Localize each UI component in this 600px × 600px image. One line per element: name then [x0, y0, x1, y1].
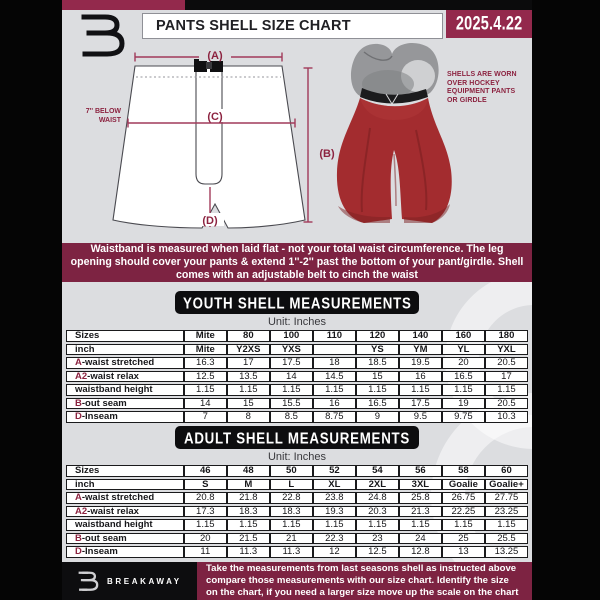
date-badge	[446, 10, 532, 38]
top-bar-maroon-segment	[62, 0, 185, 10]
measurement-cell: 12.5	[184, 371, 227, 383]
measurement-cell: 12	[313, 546, 356, 558]
measurement-cell: 17.5	[399, 398, 442, 410]
row-label: waistband height	[66, 384, 184, 396]
inch-size-cell: Mite	[184, 344, 227, 356]
measurement-cell: 20.8	[184, 492, 227, 504]
size-cell: 54	[356, 465, 399, 477]
adult-section-banner	[175, 426, 419, 449]
measurement-cell: 13.25	[485, 546, 528, 558]
measurement-cell: 16.5	[442, 371, 485, 383]
measurement-cell: 21	[270, 533, 313, 545]
measurement-cell: 20	[442, 357, 485, 369]
measurement-cell: 1.15	[227, 519, 270, 531]
shell-photo-illustration	[330, 38, 475, 233]
measurement-cell: 20.5	[485, 357, 528, 369]
size-cell: 48	[227, 465, 270, 477]
size-cell: 110	[313, 330, 356, 342]
inch-size-cell: 3XL	[399, 479, 442, 491]
table-row	[66, 411, 528, 423]
adult-unit-label: Unit: Inches	[267, 451, 327, 463]
inch-size-cell: M	[227, 479, 270, 491]
row-label: D-Inseam	[66, 411, 184, 423]
measurement-cell: 15.5	[270, 398, 313, 410]
measurement-cell: 1.15	[313, 519, 356, 531]
measure-label-b: (B)	[319, 148, 335, 160]
measurement-cell: 18.5	[356, 357, 399, 369]
size-cell: 120	[356, 330, 399, 342]
measurement-cell: 1.15	[399, 519, 442, 531]
measurement-cell: 25.5	[485, 533, 528, 545]
footer-note-text: Take the measurements from last seasons shell as instructed above compare those measurements with our size chart. Identify the size on the chart, if you need a larger size move up the scale on the chart	[206, 562, 519, 599]
row-label-prefix: B	[75, 397, 82, 409]
measurement-cell: 1.15	[356, 384, 399, 396]
top-bar-black-segment	[185, 0, 532, 10]
measurement-cell: 10.3	[485, 411, 528, 423]
measurement-cell: 16.5	[356, 398, 399, 410]
row-label-prefix: A	[75, 492, 82, 503]
inch-size-cell	[313, 344, 356, 356]
measurement-cell: 7	[184, 411, 227, 423]
waist-note-line2: WAIST	[98, 117, 121, 124]
size-cell: 80	[227, 330, 270, 342]
measurement-cell: 20.5	[485, 398, 528, 410]
adult-section-title: ADULT SHELL MEASUREMENTS	[183, 428, 411, 447]
measurement-cell: 1.15	[485, 519, 528, 531]
measurement-cell: 9	[356, 411, 399, 423]
measurement-cell: 15	[356, 371, 399, 383]
inch-size-cell: Goalie	[442, 479, 485, 491]
measurement-cell: 8.75	[313, 411, 356, 423]
measurement-cell: 1.15	[184, 384, 227, 396]
size-cell: 60	[485, 465, 528, 477]
table-row	[66, 506, 528, 518]
inch-size-cell: XL	[313, 479, 356, 491]
row-label: A-waist stretched	[66, 492, 184, 504]
info-banner-text: Waistband is measured when laid flat - not your total waist circumference. The leg opening should cover your pants & extend 1''-2'' past the bottom of your pant/girdle. Shell comes with an adjustable belt to cinch the waist	[70, 243, 524, 281]
measurement-cell: 12.8	[399, 546, 442, 558]
brand-name: BREAKAWAY	[107, 576, 182, 586]
measurement-cell: 9.75	[442, 411, 485, 423]
table-row	[66, 371, 528, 383]
measurement-cell: 14	[184, 398, 227, 410]
pants-outline	[113, 66, 305, 228]
table-row	[66, 519, 528, 531]
measurement-cell: 11.3	[270, 546, 313, 558]
measurement-cell: 27.75	[485, 492, 528, 504]
inch-size-cell: YM	[399, 344, 442, 356]
footer-brand-box	[62, 562, 197, 600]
row-label: Sizes	[66, 465, 184, 477]
measure-label-d: (D)	[202, 215, 218, 227]
size-cell: 58	[442, 465, 485, 477]
row-label: waistband height	[66, 519, 184, 531]
waist-note-line1: 7'' BELOW	[85, 108, 121, 115]
adult-measurements-table	[66, 463, 528, 560]
table-row	[66, 344, 528, 356]
measurement-cell: 1.15	[270, 384, 313, 396]
size-cell: 160	[442, 330, 485, 342]
measurement-cell: 16.3	[184, 357, 227, 369]
measurement-cell: 11.3	[227, 546, 270, 558]
shell-illustration	[337, 88, 452, 223]
measurement-cell: 8	[227, 411, 270, 423]
inch-size-cell: 2XL	[356, 479, 399, 491]
measurement-cell: 15	[227, 398, 270, 410]
size-cell: 100	[270, 330, 313, 342]
footer-note-box	[197, 562, 532, 600]
measurement-cell: 16	[399, 371, 442, 383]
measurement-cell: 20	[184, 533, 227, 545]
measurement-cell: 25	[442, 533, 485, 545]
row-label-prefix: A2	[75, 370, 88, 382]
measurement-cell: 13	[442, 546, 485, 558]
date-text: 2025.4.22	[455, 12, 523, 35]
size-cell: 46	[184, 465, 227, 477]
measurement-cell: 1.15	[270, 519, 313, 531]
row-label-prefix: A	[75, 357, 82, 368]
measurement-cell: 1.15	[313, 384, 356, 396]
measurement-cell: 19	[442, 398, 485, 410]
measurement-cell: 21.5	[227, 533, 270, 545]
row-label: A-waist stretched	[66, 357, 184, 369]
size-cell: 52	[313, 465, 356, 477]
size-cell: Mite	[184, 330, 227, 342]
page-title	[142, 13, 443, 39]
measurement-cell: 1.15	[442, 519, 485, 531]
measurement-cell: 12.5	[356, 546, 399, 558]
row-label: Sizes	[66, 330, 184, 342]
youth-section-banner	[175, 291, 419, 314]
row-label: B-out seam	[66, 533, 184, 545]
measurement-cell: 26.75	[442, 492, 485, 504]
measurement-cell: 1.15	[485, 384, 528, 396]
page-title-text: PANTS SHELL SIZE CHART	[156, 18, 351, 34]
table-row	[66, 492, 528, 504]
measurement-cell: 25.8	[399, 492, 442, 504]
row-label: D-Inseam	[66, 546, 184, 558]
size-chart-document	[62, 0, 532, 600]
row-label: B-out seam	[66, 398, 184, 410]
info-banner	[62, 243, 532, 282]
row-label: A2-waist relax	[66, 371, 184, 383]
measurement-cell: 9.5	[399, 411, 442, 423]
measurement-cell: 8.5	[270, 411, 313, 423]
inch-size-cell: L	[270, 479, 313, 491]
measurement-cell: 1.15	[184, 519, 227, 531]
table-row	[66, 384, 528, 396]
row-label-prefix: A2	[75, 505, 88, 517]
table-row	[66, 533, 528, 545]
measurement-cell: 22.8	[270, 492, 313, 504]
table-row	[66, 546, 528, 558]
inch-size-cell: S	[184, 479, 227, 491]
measurement-cell: 22.3	[313, 533, 356, 545]
breakaway-footer-monogram-icon	[77, 569, 99, 593]
measurement-cell: 21.3	[399, 506, 442, 518]
measurement-cell: 23.8	[313, 492, 356, 504]
inch-size-cell: Y2XS	[227, 344, 270, 356]
size-cell: 180	[485, 330, 528, 342]
size-cell: 50	[270, 465, 313, 477]
measurement-cell: 22.25	[442, 506, 485, 518]
size-cell: 140	[399, 330, 442, 342]
inch-size-cell: YL	[442, 344, 485, 356]
table-row	[66, 479, 528, 491]
measurement-cell: 23.25	[485, 506, 528, 518]
measurement-cell: 1.15	[356, 519, 399, 531]
measurement-cell: 14	[270, 371, 313, 383]
measurement-cell: 21.8	[227, 492, 270, 504]
row-label-prefix: D	[75, 546, 82, 557]
row-label: inch	[66, 344, 184, 356]
table-row	[66, 357, 528, 369]
row-label: A2-waist relax	[66, 506, 184, 518]
photo-caption: SHELLS ARE WORN OVER HOCKEY EQUIPMENT PANTS OR GIRDLE	[447, 71, 517, 104]
measurement-cell: 24.8	[356, 492, 399, 504]
measurement-cell: 24	[399, 533, 442, 545]
table-row	[66, 330, 528, 342]
measurement-cell: 1.15	[227, 384, 270, 396]
measurement-cell: 11	[184, 546, 227, 558]
measurement-cell: 1.15	[399, 384, 442, 396]
measurement-cell: 17	[485, 371, 528, 383]
table-row	[66, 398, 528, 410]
measurement-cell: 20.3	[356, 506, 399, 518]
youth-measurements-table	[66, 328, 528, 425]
measurement-cell: 17.3	[184, 506, 227, 518]
inch-size-cell: Goalie+	[485, 479, 528, 491]
measurement-cell: 19.5	[399, 357, 442, 369]
measure-label-c: (C)	[207, 111, 223, 123]
row-label: inch	[66, 479, 184, 491]
measurement-cell: 18.3	[227, 506, 270, 518]
table-row	[66, 465, 528, 477]
measurement-cell: 13.5	[227, 371, 270, 383]
measurement-cell: 19.3	[313, 506, 356, 518]
inch-size-cell: YS	[356, 344, 399, 356]
inch-size-cell: YXL	[485, 344, 528, 356]
measurement-cell: 14.5	[313, 371, 356, 383]
row-label-prefix: D	[75, 411, 82, 422]
measurement-cell: 23	[356, 533, 399, 545]
measurement-cell: 18.3	[270, 506, 313, 518]
measurement-cell: 17.5	[270, 357, 313, 369]
measure-label-a: (A)	[207, 50, 223, 62]
youth-section-title: YOUTH SHELL MEASUREMENTS	[182, 293, 412, 312]
row-label-prefix: B	[75, 532, 82, 544]
measurement-cell: 18	[313, 357, 356, 369]
pants-measurement-diagram	[77, 46, 347, 241]
measurement-cell: 1.15	[442, 384, 485, 396]
youth-unit-label: Unit: Inches	[267, 316, 327, 328]
size-cell: 56	[399, 465, 442, 477]
measurement-cell: 16	[313, 398, 356, 410]
measurement-cell: 17	[227, 357, 270, 369]
inch-size-cell: YXS	[270, 344, 313, 356]
